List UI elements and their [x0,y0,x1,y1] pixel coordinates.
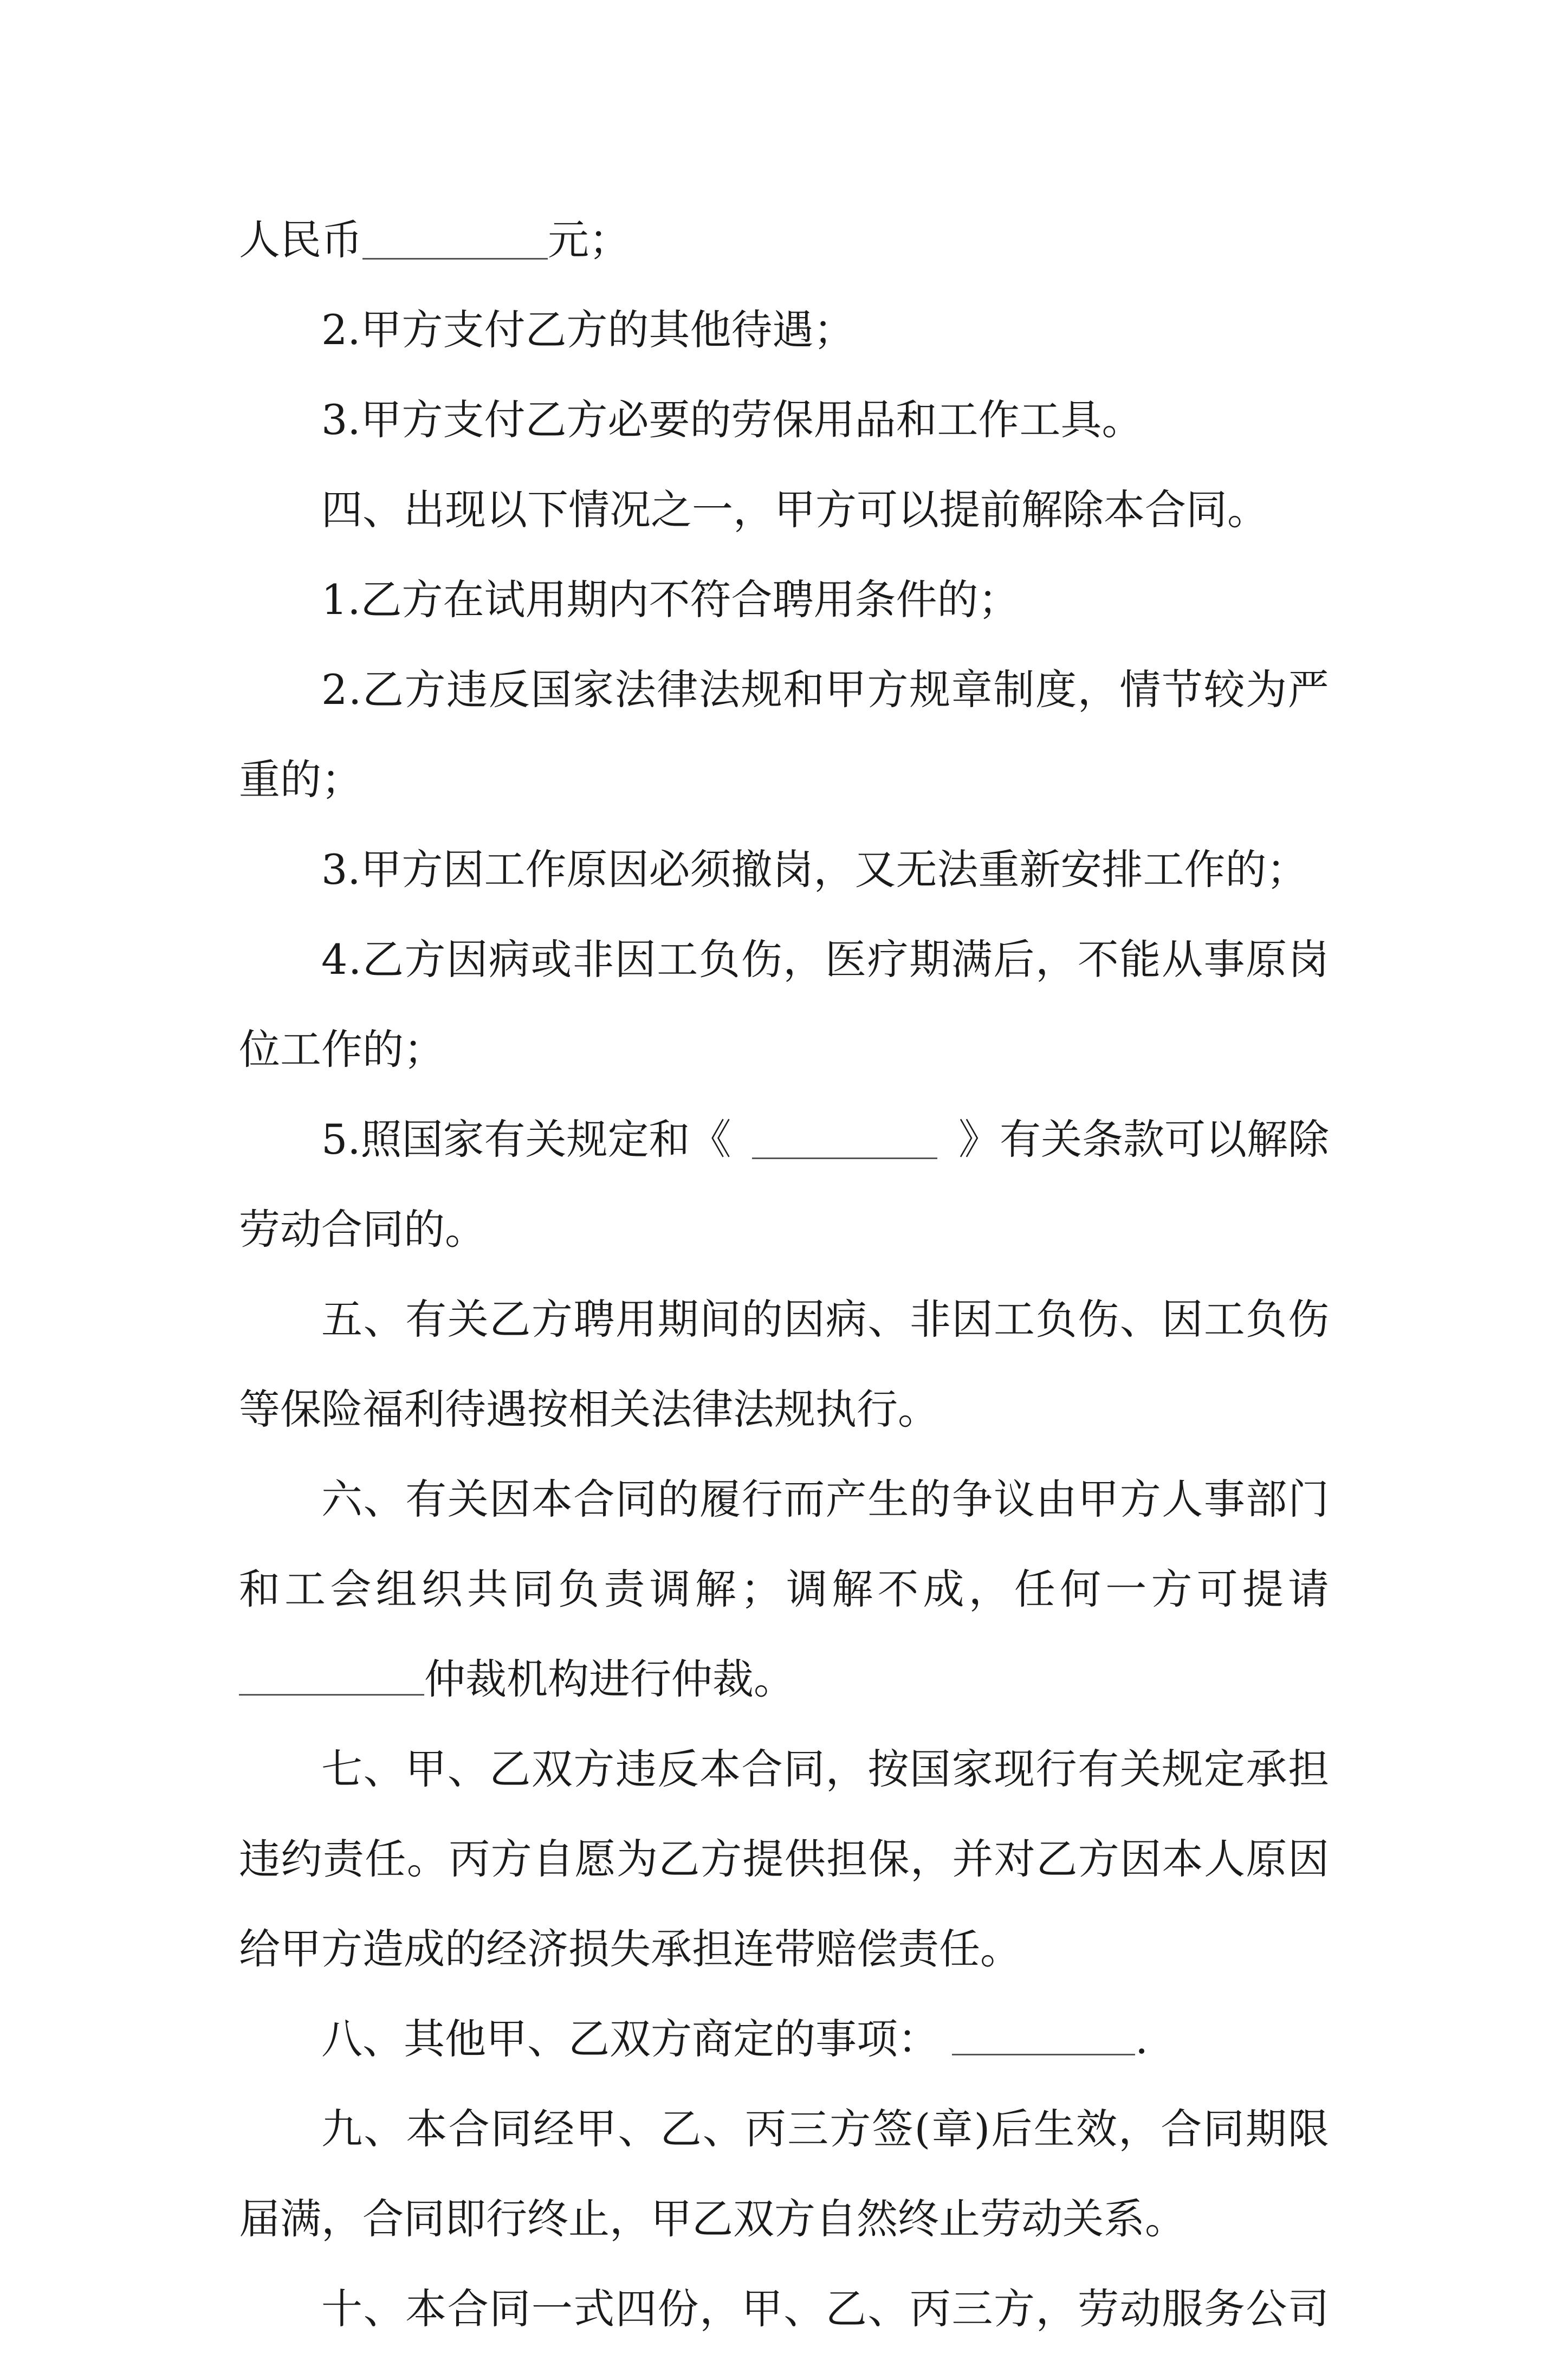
clause-4-item-5 [321,1095,1329,1185]
amount-blank-field[interactable] [362,221,548,259]
item-5-suffix: 》有关条款可以解除 [958,1115,1329,1163]
item-5-prefix: 5.照国家有关规定和《 [321,1115,731,1163]
clause-6: 六 、 有 关 因 本 合 同 的 履 行 而 产 生 的 争 议 由 甲 方 人 事 部 门 [321,1475,1329,1523]
clause-9-cont: 届满，合同即行终止，甲乙双方自然终止劳动关系。 [239,2195,1186,2243]
clause-8 [321,1994,1329,2084]
clause-4-item-4-cont: 位工作的； [239,1025,445,1073]
clause-4-heading: 四、出现以下情况之一，甲方可以提前解除本合同。 [321,486,1268,534]
clause-4-item-3: 3.甲方因工作原因必须撤岗，又无法重新安排工作的； [321,845,1308,894]
clause-6-cont-2 [239,1634,1329,1724]
regulation-name-blank-field[interactable] [752,1120,937,1159]
arbitration-text: 仲裁机构进行仲裁。 [424,1655,795,1703]
rmb-label: 人民币 [239,216,362,264]
clause-10: 十 、 本 合 同 一 式 四 份 ， 甲 、 乙 、 丙 三 方 ， 劳 动 服 务 公 司 [321,2285,1329,2333]
clause-7: 七 、 甲 、 乙 双 方 违 反 本 合 同 ， 按 国 家 现 行 有 关 规 定 承 担 [321,1745,1329,1793]
clause-7-cont-1: 违 约 责 任 。 丙 方 自 愿 为 乙 方 提 供 担 保 ， 并 对 乙 方 因 本 人 原 因 [239,1835,1329,1883]
arbitration-body-blank-field[interactable] [239,1657,424,1695]
clause-3-item-2: 2.甲方支付乙方的其他待遇； [321,306,855,354]
yuan-label: 元； [548,216,630,264]
clause-8-period: . [1135,2015,1149,2063]
clause-4-item-4: 4 . 乙 方 因 病 或 非 因 工 负 伤 ， 医 疗 期 满 后 ， 不 能 从 事 原 岗 [321,935,1329,984]
clause-4-item-2: 2 . 乙 方 违 反 国 家 法 律 法 规 和 甲 方 规 章 制 度 ， 情 节 较 为 严 [321,665,1329,714]
clause-4-item-1: 1.乙方在试用期内不符合聘用条件的； [321,575,1020,624]
clause-7-cont-2: 给甲方造成的经济损失承担连带赔偿责任。 [239,1925,1021,1973]
contract-body [239,195,1329,2354]
clause-8-text: 八、其他甲、乙双方商定的事项： [321,2015,939,2063]
clause-6-cont-1: 和 工 会 组 织 共 同 负 责 调 解 ； 调 解 不 成 ， 任 何 一 方 可 提 请 [239,1565,1329,1613]
clause-3-item-3: 3.甲方支付乙方必要的劳保用品和工作工具。 [321,396,1143,444]
clause-9: 九 、 本 合 同 经 甲 、 乙 、 丙 三 方 签 ( 章 ) 后 生 效 ， 合 同 期 限 [321,2105,1329,2153]
clause-5-cont: 等保险福利待遇按相关法律法规执行。 [239,1385,939,1433]
clause-5: 五 、 有 关 乙 方 聘 用 期 间 的 因 病 、 非 因 工 负 伤 、 因 工 负 伤 [321,1295,1329,1343]
line-amount-rmb [239,195,1329,285]
clause-4-item-5-cont: 劳动合同的。 [239,1205,486,1253]
clause-4-item-2-cont: 重的； [239,755,362,804]
other-matters-blank-field[interactable] [952,2016,1135,2055]
